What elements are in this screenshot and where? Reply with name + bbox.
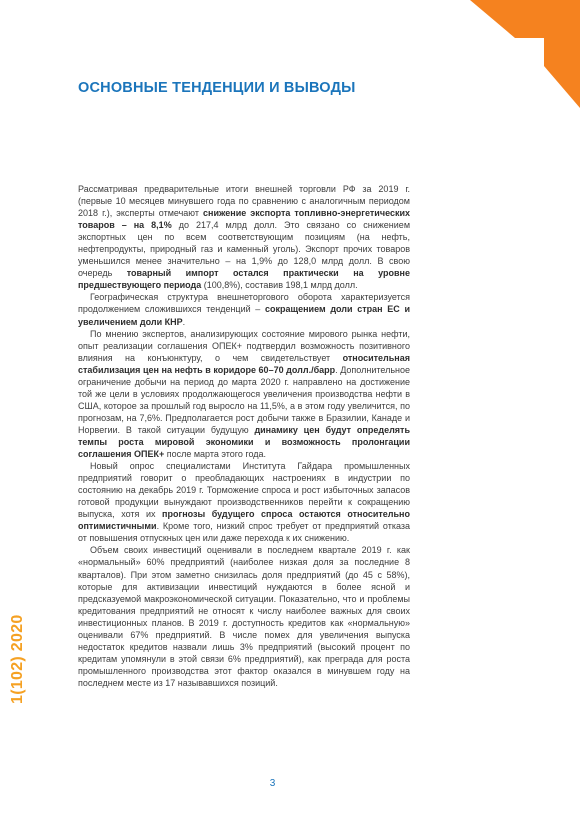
paragraph-geography [78, 291, 410, 327]
text-run: . [182, 316, 186, 327]
bold-run: динамику цен будут определять темпы роста мировой экономики и возможность пролонгации соглашения ОПЕК+ [78, 424, 410, 460]
paragraph-industry-survey [78, 460, 410, 544]
text-run: . Кроме того, низкий спрос требует от предприятий отказа от повышения отпускных цен или даже перехода к их снижению. [78, 521, 410, 544]
section-heading: ОСНОВНЫЕ ТЕНДЕНЦИИ И ВЫВОДЫ [78, 80, 356, 96]
article-body [78, 183, 410, 689]
text-run: (100,8%), составив 198,1 млрд долл. [201, 280, 358, 291]
text-run: Объем своих инвестиций оценивали в последнем квартале 2019 г. как «нормальный» 60% предприятий (наиболее низкая доля за последние 8 кварталов). При этом заметно снизилась доля предприятий (до 45 с 58%), которые для активизации инвестиций нуждаются в более ясной и предсказуемой макроэкономической ситуации. Показательно, что и проблемы кредитования предприятий не относят к числу наиболее важных для своих инвестиционных планов. В 2019 г. доступность кредитов как «нормальную» оценивали 67% предприятий. В числе помех для увеличения выпуска недостаток кредитов назвали лишь 3% предприятий (высокий процент по кредитам упомянули в этой связи 6% предприятий), как преграда для роста промышленного производства этот фактор оказался в минувшем году на последнем месте из 17 называвшихся позиций. [78, 545, 410, 688]
corner-arrow-decoration [470, 0, 580, 108]
bold-run: прогнозы будущего спроса остаются относительно оптимистичными [78, 509, 410, 532]
paragraph-oil-market [78, 328, 410, 461]
text-run: после марта этого года. [164, 449, 267, 460]
paragraph-investments [78, 544, 410, 689]
text-run: Новый опрос специалистами Института Гайдара промышленных предприятий говорит о преобладающих настроениях в индустрии по состоянию на декабрь 2019 г. Торможение спроса и рост избыточных запасов готовой продукции вынуждают производственников перейти к сокращению выпуска, хотя их [78, 461, 410, 520]
paragraph-foreign-trade [78, 183, 410, 291]
bold-run: относительная стабилизация цен на нефть в коридоре 60–70 долл./барр [78, 352, 410, 375]
text-run: до 217,4 млрд долл. Это связано со снижением экспортных цен по всем соответствующим позициям (на нефть, нефтепродукты, природный газ и каменный уголь). Экспорт прочих товаров уменьшился менее значительно – на 1,9% до 128,0 млрд долл. В свою очередь [78, 220, 411, 279]
bold-run: снижение экспорта топливно-энергетических товаров – на 8,1% [78, 208, 410, 231]
text-run: . Дополнительное ограничение добычи на период до марта 2020 г. направлено на достижение той же цели в условиях продолжающегося увеличения производства нефти в США, которое за прошлый год выросло на 11,5%, а в этом году увеличится, по прогнозам, на 7,6%. Предполагается рост добычи также в Бразилии, Канаде и Норвегии. В такой ситуации будущую [78, 364, 410, 435]
text-run: По мнению экспертов, анализирующих состояние мирового рынка нефти, опыт реализации соглашения ОПЕК+ подтвердил возможность позитивного влияния на конъюнктуру, о чем свидетельствует [78, 328, 410, 363]
bold-run: товарный импорт остался практически на уровне предшествующего периода [78, 268, 410, 291]
issue-number: 1(102) 2020 [9, 614, 26, 704]
text-run: Географическая структура внешнеторгового оборота характеризуется продолжением сложившихся тенденций – [78, 292, 410, 315]
text-run: Рассматривая предварительные итоги внешней торговли РФ за 2019 г. (первые 10 месяцев минувшего года по сравнению с аналогичным периодом 2018 г.), эксперты отмечают [78, 184, 410, 219]
bold-run: сокращением доли стран ЕС и увеличением доли КНР [78, 304, 411, 327]
corner-arrow-shape [470, 0, 580, 108]
page-number: 3 [269, 778, 276, 789]
